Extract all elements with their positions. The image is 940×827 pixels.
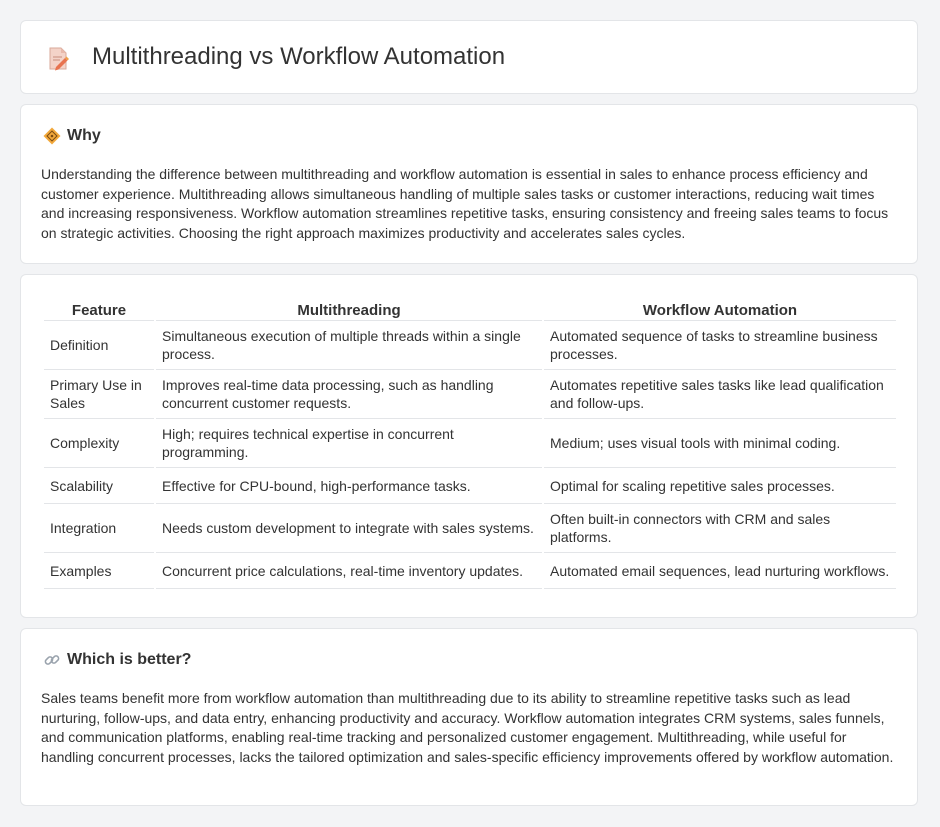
which-is-better-section [20,628,918,806]
feature-cell: Examples [44,553,154,589]
workflow-cell: Medium; uses visual tools with minimal coding. [544,419,896,468]
feature-cell: Integration [44,504,154,553]
feature-cell: Scalability [44,468,154,504]
multithreading-cell: Effective for CPU-bound, high-performance tasks. [156,468,542,504]
page-title: Multithreading vs Workflow Automation [92,43,506,70]
document-pencil-icon [47,47,69,71]
link-icon [43,651,61,669]
comparison-table [42,295,898,589]
multithreading-cell: High; requires technical expertise in concurrent programming. [156,419,542,468]
comparison-table-card [20,274,918,618]
multithreading-cell: Simultaneous execution of multiple threads within a single process. [156,321,542,370]
table-row [44,370,896,419]
why-text: Understanding the difference between multithreading and workflow automation is essential in sales to enhance process efficiency and customer experience. Multithreading allows simultaneous handling of multiple sales tasks or customer interactions, reducing wait times and increasing responsiveness. Workflow automation streamlines repetitive tasks, ensuring consistency and freeing sales teams to focus on strategic activities. Choosing the right approach maximizes productivity and accelerates sales cycles. [41,166,889,241]
feature-cell: Complexity [44,419,154,468]
table-header-row [44,295,896,321]
workflow-cell: Optimal for scaling repetitive sales processes. [544,468,896,504]
table-row [44,553,896,589]
multithreading-cell: Needs custom development to integrate with sales systems. [156,504,542,553]
table-row [44,419,896,468]
table-row [44,468,896,504]
which-is-better-text: Sales teams benefit more from workflow automation than multithreading due to its ability to streamline repetitive tasks such as lead nurturing, follow-ups, and data entry, enhancing productivity and accuracy. Workflow automation integrates CRM systems, sales funnels, and communication platforms, enabling real-time tracking and personalized customer engagement. Multithreading, while useful for handling concurrent processes, lacks the tailored optimization and sales-specific efficiency improvements offered by workflow automation. [41,690,894,765]
header-card [20,20,918,94]
feature-cell: Primary Use in Sales [44,370,154,419]
multithreading-cell: Concurrent price calculations, real-time inventory updates. [156,553,542,589]
header-workflow-automation: Workflow Automation [544,295,896,321]
diamond-sign-icon [43,127,61,145]
workflow-cell: Often built-in connectors with CRM and sales platforms. [544,504,896,553]
why-heading: Why [67,127,101,144]
workflow-cell: Automated sequence of tasks to streamline business processes. [544,321,896,370]
header-multithreading: Multithreading [156,295,542,321]
table-row [44,504,896,553]
which-is-better-heading: Which is better? [67,651,192,668]
why-section [20,104,918,264]
workflow-cell: Automates repetitive sales tasks like lead qualification and follow-ups. [544,370,896,419]
table-row [44,321,896,370]
workflow-cell: Automated email sequences, lead nurturing workflows. [544,553,896,589]
multithreading-cell: Improves real-time data processing, such as handling concurrent customer requests. [156,370,542,419]
header-feature: Feature [44,295,154,321]
feature-cell: Definition [44,321,154,370]
